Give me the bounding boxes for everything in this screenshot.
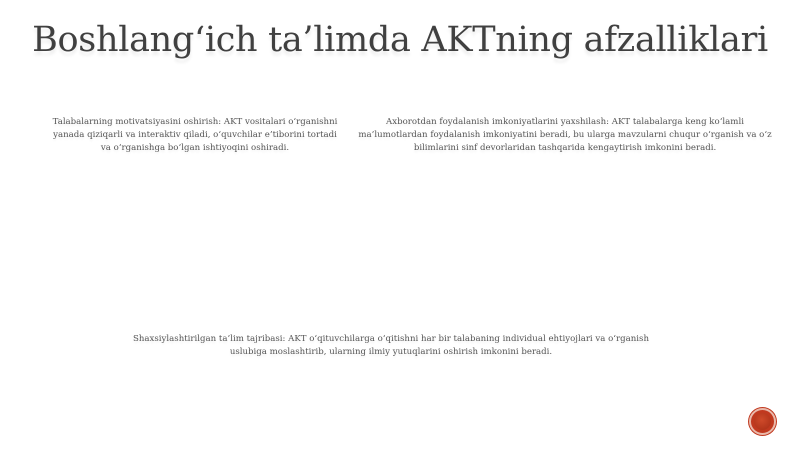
benefit-personalized-learning-text: Shaxsiylashtirilgan ta’lim tajribasi: AKT o‘qituvchilarga o‘qitishni har bir talabaning individual ehtiyojlari va o‘rganish uslubiga moslashtirib, ularning ilmiy yutuqlarini oshirish imkonini beradi. <box>133 334 649 357</box>
circle-nav-button-icon <box>754 413 771 430</box>
benefit-information-access-text: Axborotdan foydalanish imkoniyatlarini yaxshilash: AKT talabalarga keng ko‘lamli ma’lumotlardan foydalanish imkoniyatini beradi, bu ularga mavzularni chuqur o‘rganish va o‘z bilimlarini sinf devorlaridan tashqarida kengaytirish imkonini beradi. <box>358 117 772 153</box>
benefit-motivation-text: Talabalarning motivatsiyasini oshirish: AKT vositalari o‘rganishni yanada qiziqarli va interaktiv qiladi, o‘quvchilar e’tiborini tortadi va o‘rganishga bo‘lgan ishtiyoqini oshiradi. <box>52 117 338 153</box>
slide-nav-button[interactable] <box>749 408 776 435</box>
slide-title: Boshlang‘ich ta’limda AKTning afzalliklari <box>32 20 768 60</box>
